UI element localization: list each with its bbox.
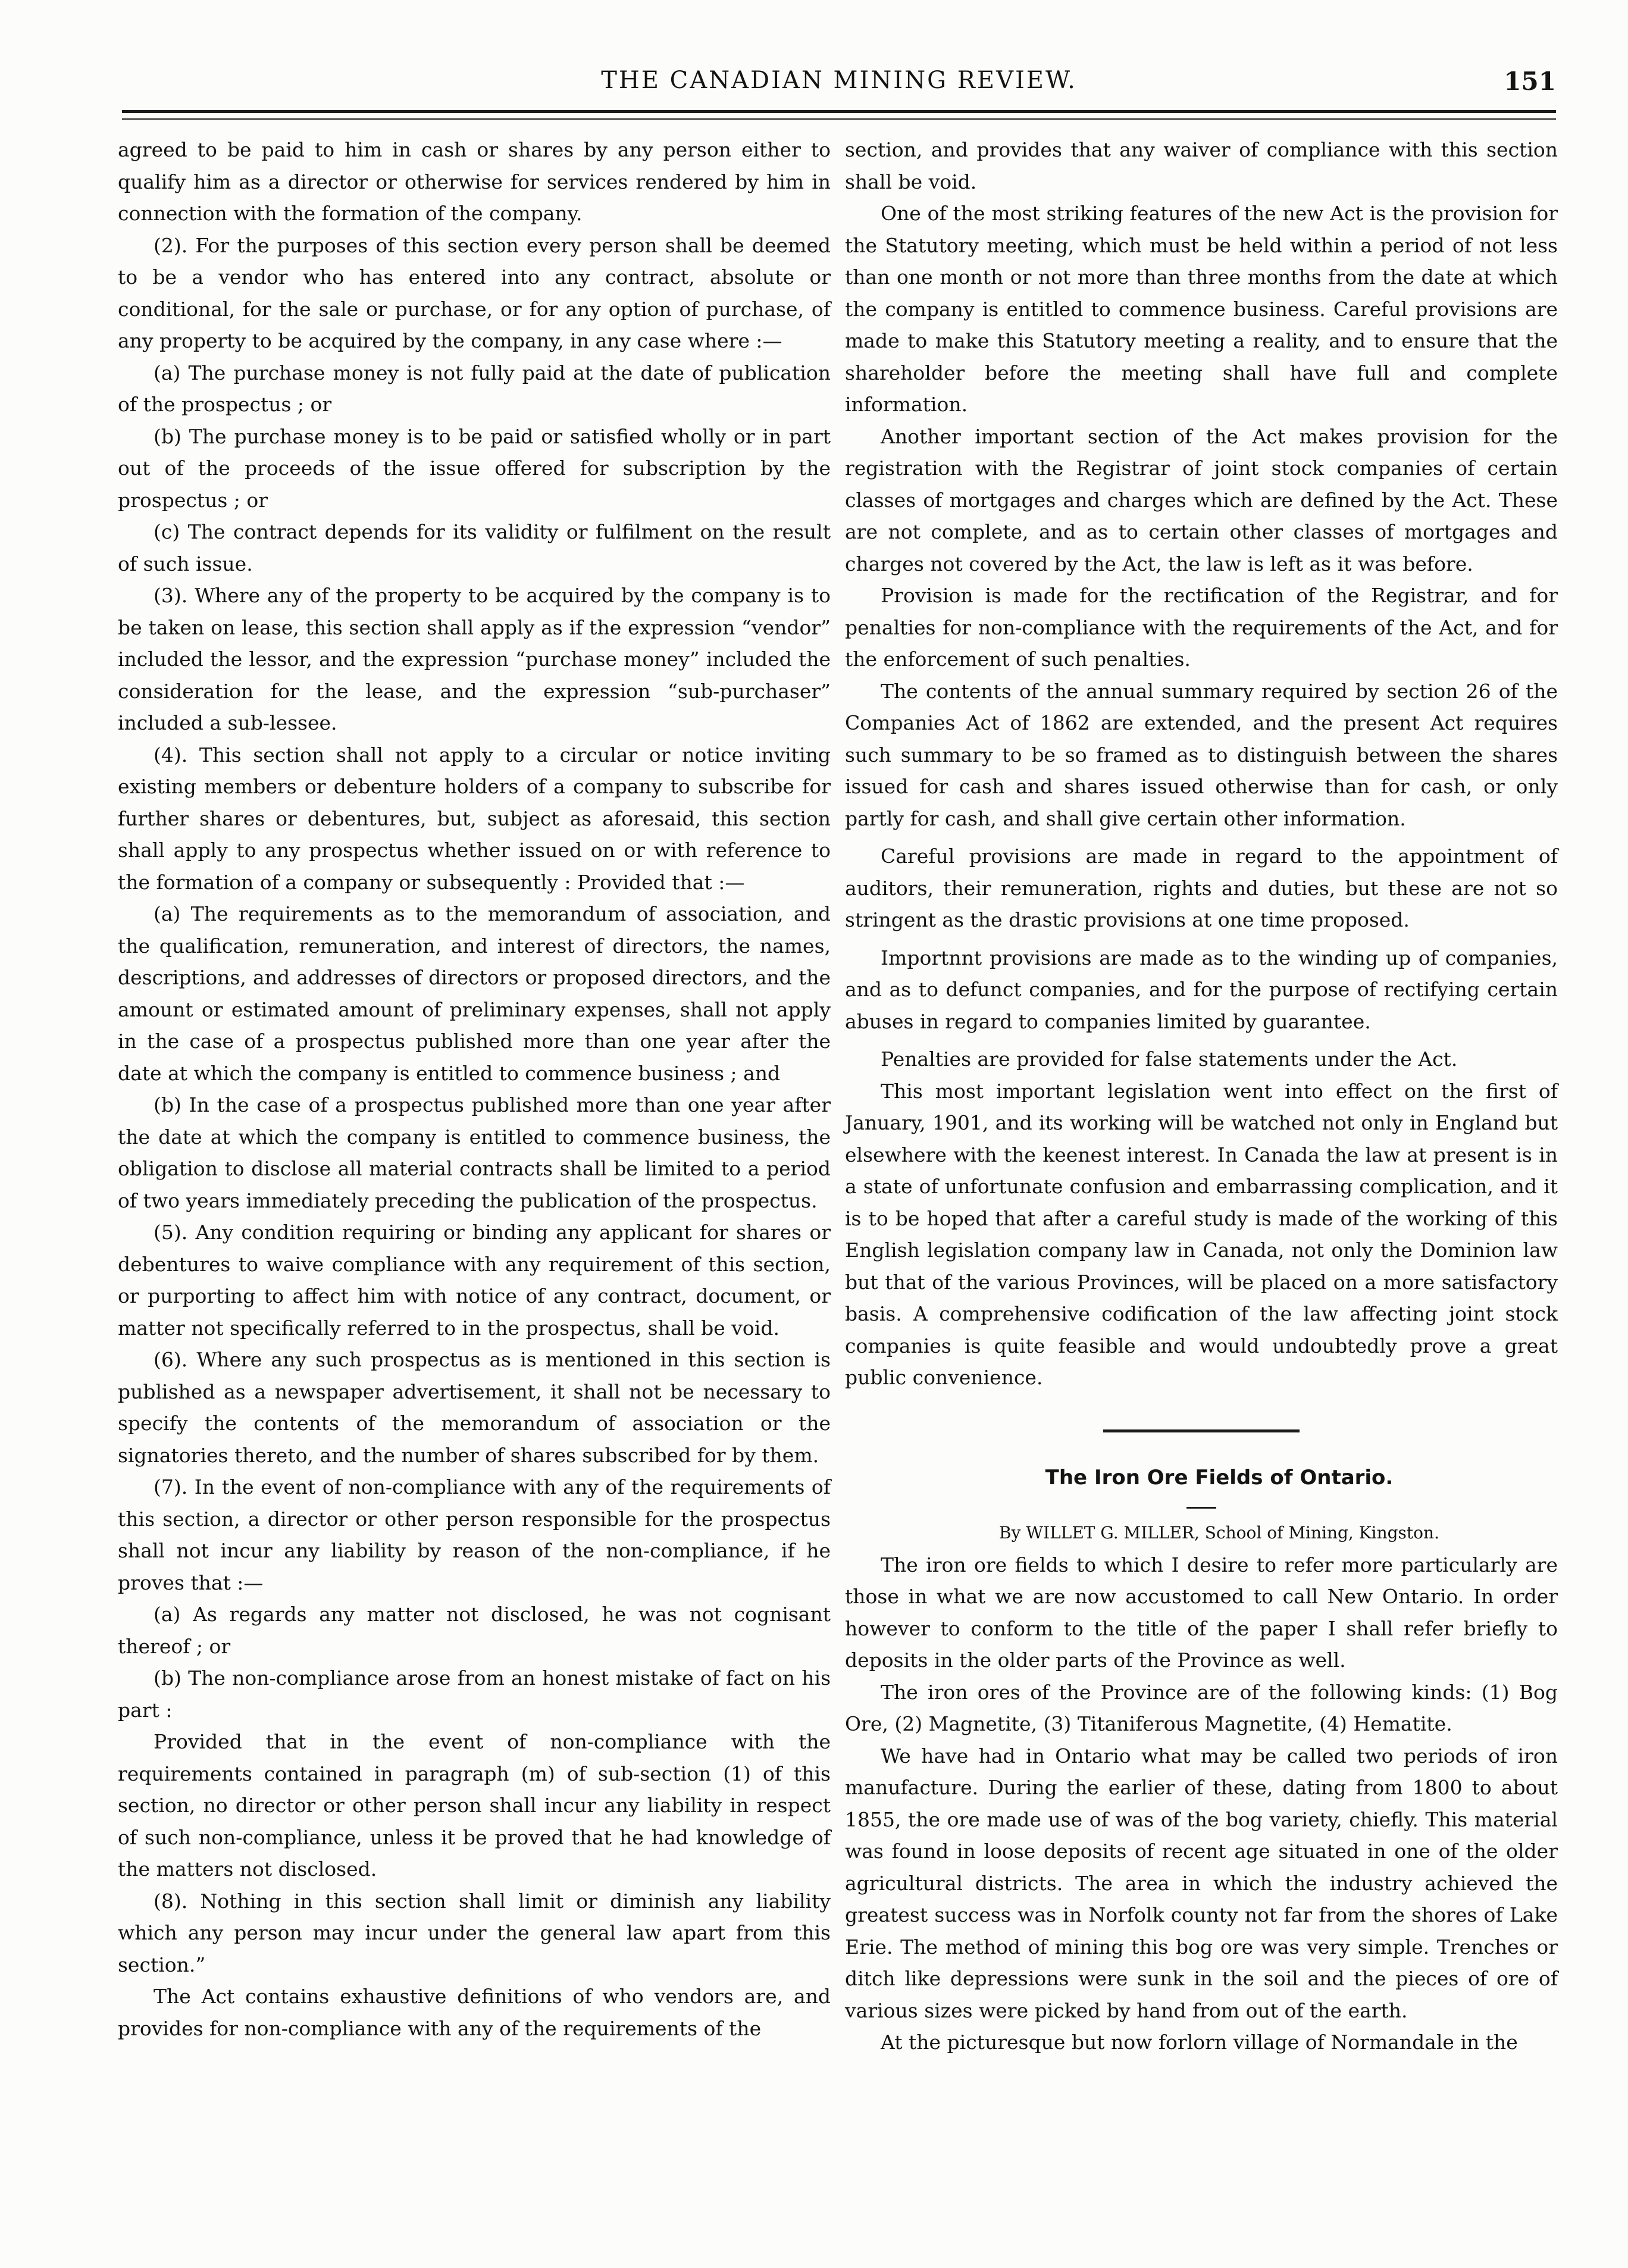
paragraph: Provision is made for the rectification of the Registrar, and for penalties for non-compliance with the requirements of the Act, and for the enforcement of such penalties. bbox=[845, 584, 1558, 671]
paragraph: (a) The purchase money is not fully paid at the date of publication of the prospectus ; or bbox=[118, 361, 831, 416]
paragraph: The iron ore fields to which I desire to refer more particularly are those in what we are now accustomed to call New Ontario. In order however to conform to the title of the paper I shall refer briefly to deposits in the older parts of the Province as well. bbox=[845, 1553, 1558, 1672]
title-dash bbox=[1186, 1507, 1216, 1509]
paragraph: agreed to be paid to him in cash or shares by any person either to qualify him as a director or otherwise for services rendered by him in connection with the formation of the company. bbox=[118, 138, 831, 225]
paragraph: (8). Nothing in this section shall limit or diminish any liability which any person may incur under the general law apart from this section.” bbox=[118, 1889, 831, 1976]
paragraph: (b) The purchase money is to be paid or satisfied wholly or in part out of the proceeds of the issue offered for subscription by the prospectus ; or bbox=[118, 424, 831, 512]
paragraph: The Act contains exhaustive definitions of who vendors are, and provides for non-compliance with any of the requirements of the bbox=[118, 1985, 831, 2040]
right-column bbox=[845, 134, 1558, 2059]
paragraph: The contents of the annual summary required by section 26 of the Companies Act of 1862 are extended, and the present Act requires such summary to be so framed as to distinguish between the shares issued for cash and shares issued otherwise than for cash, or only partly for cash, and shall give certain other information. bbox=[845, 679, 1558, 830]
paragraph: At the picturesque but now forlorn village of Normandale in the bbox=[881, 2031, 1518, 2054]
paragraph: Another important section of the Act makes provision for the registration with the Registrar of joint stock companies of certain classes of mortgages and charges which are defined by the Act. These are not complete, and as to certain other classes of mortgages and charges not covered by the Act, the law is left as it was before. bbox=[845, 424, 1558, 575]
paragraph: (c) The contract depends for its validity or fulfilment on the result of such issue. bbox=[118, 520, 831, 575]
left-column bbox=[118, 134, 831, 2044]
paragraph: The iron ores of the Province are of the following kinds: (1) Bog Ore, (2) Magnetite, (3) Titaniferous Magnetite, (4) Hematite. bbox=[845, 1680, 1558, 1735]
paragraph: (2). For the purposes of this section every person shall be deemed to be a vendor who has entered into any contract, absolute or conditional, for the sale or purchase, or for any option of purchase, of any property to be acquired by the company, in any case where :— bbox=[118, 233, 831, 352]
paragraph: One of the most striking features of the new Act is the provision for the Statutory meeting, which must be held within a period of not less than one month or not more than three months from the date at which the company is entitled to commence business. Careful provisions are made to make this Statutory meeting a reality, and to ensure that the shareholder before the meeting shall have full and complete information. bbox=[845, 202, 1558, 416]
running-title: THE CANADIAN MINING REVIEW. bbox=[601, 67, 1077, 94]
paragraph: (6). Where any such prospectus as is mentioned in this section is published as a newspaper advertisement, it shall not be necessary to specify the contents of the memorandum of association or the signatories thereto, and the number of shares subscribed for by them. bbox=[118, 1348, 831, 1467]
paragraph: (5). Any condition requiring or binding any applicant for shares or debentures to waive compliance with any requirement of this section, or purporting to affect him with notice of any contract, document, or matter not specifically referred to in the prospectus, shall be void. bbox=[118, 1221, 831, 1340]
paragraph: section, and provides that any waiver of compliance with this section shall be void. bbox=[845, 138, 1558, 193]
paragraph: We have had in Ontario what may be called two periods of iron manufacture. During the earlier of these, dating from 1800 to about 1855, the ore made use of was of the bog variety, chiefly. This material was found in loose deposits of recent age situated in one of the older agricultural districts. The area in which the industry achieved the greatest success was in Norfolk county not far from the shores of Lake Erie. The method of mining this bog ore was very simple. Trenches or ditch like depressions were sunk in the soil and the pieces of ore of various sizes were picked by hand from out of the earth. bbox=[845, 1744, 1558, 2022]
header-rule-thick bbox=[122, 110, 1556, 113]
paragraph: Careful provisions are made in regard to the appointment of auditors, their remuneration, rights and duties, but these are not so stringent as the drastic provisions at one time proposed. bbox=[845, 844, 1558, 931]
header-rule-thin bbox=[122, 118, 1556, 120]
paragraph: Importnnt provisions are made as to the winding up of companies, and as to defunct companies, and for the purpose of rectifying certain abuses in regard to companies limited by guarantee. bbox=[845, 946, 1558, 1033]
paragraph: (b) In the case of a prospectus published more than one year after the date at which the company is entitled to commence business, the obligation to disclose all material contracts shall be limited to a period of two years immediately preceding the publication of the prospectus. bbox=[118, 1093, 831, 1212]
paragraph: (b) The non-compliance arose from an honest mistake of fact on his part : bbox=[118, 1666, 831, 1722]
paragraph: This most important legislation went into effect on the first of January, 1901, and its working will be watched not only in England but elsewhere with the keenest interest. In Canada the law at present is in a state of unfortunate confusion and embarrassing complication, and it is to be hoped that after a careful study is made of the working of this English legislation company law in Canada, not only the Dominion law but that of the various Provinces, will be placed on a more satisfactory basis. A comprehensive codification of the law affecting joint stock companies is quite feasible and would undoubtedly prove a great public convenience. bbox=[845, 1079, 1558, 1389]
paragraph: (7). In the event of non-compliance with any of the requirements of this section, a director or other person responsible for the prospectus shall not incur any liability by reason of the non-compliance, if he proves that :— bbox=[118, 1475, 831, 1594]
section-divider bbox=[1103, 1429, 1300, 1432]
page-number: 151 bbox=[1504, 67, 1556, 96]
paragraph: (a) The requirements as to the memorandum of association, and the qualification, remuneration, and interest of directors, the names, descriptions, and addresses of directors or proposed directors, and the amount or estimated amount of preliminary expenses, shall not apply in the case of a prospectus published more than one year after the date at which the company is entitled to commence business ; and bbox=[118, 902, 831, 1085]
paragraph: Provided that in the event of non-compliance with the requirements contained in paragraph (m) of sub-section (1) of this section, no director or other person shall incur any liability in respect of such non-compliance, unless it be proved that he had knowledge of the matters not disclosed. bbox=[118, 1730, 831, 1881]
article-title: The Iron Ore Fields of Ontario. bbox=[1045, 1465, 1394, 1490]
article-byline: By WILLET G. MILLER, School of Mining, Kingston. bbox=[999, 1523, 1439, 1543]
paragraph: (3). Where any of the property to be acquired by the company is to be taken on lease, this section shall apply as if the expression “vendor” included the lessor, and the expression “purchase money” included the consideration for the lease, and the expression “sub-purchaser” included a sub-lessee. bbox=[118, 584, 831, 734]
paragraph: (a) As regards any matter not disclosed, he was not cognisant thereof ; or bbox=[118, 1603, 831, 1658]
page-header bbox=[122, 67, 1556, 102]
paragraph: (4). This section shall not apply to a circular or notice inviting existing members or debenture holders of a company to subscribe for further shares or debentures, but, subject as aforesaid, this section shall apply to any prospectus whether issued on or with reference to the formation of a company or subsequently : Provided that :— bbox=[118, 743, 831, 894]
paragraph: Penalties are provided for false statements under the Act. bbox=[881, 1047, 1458, 1071]
